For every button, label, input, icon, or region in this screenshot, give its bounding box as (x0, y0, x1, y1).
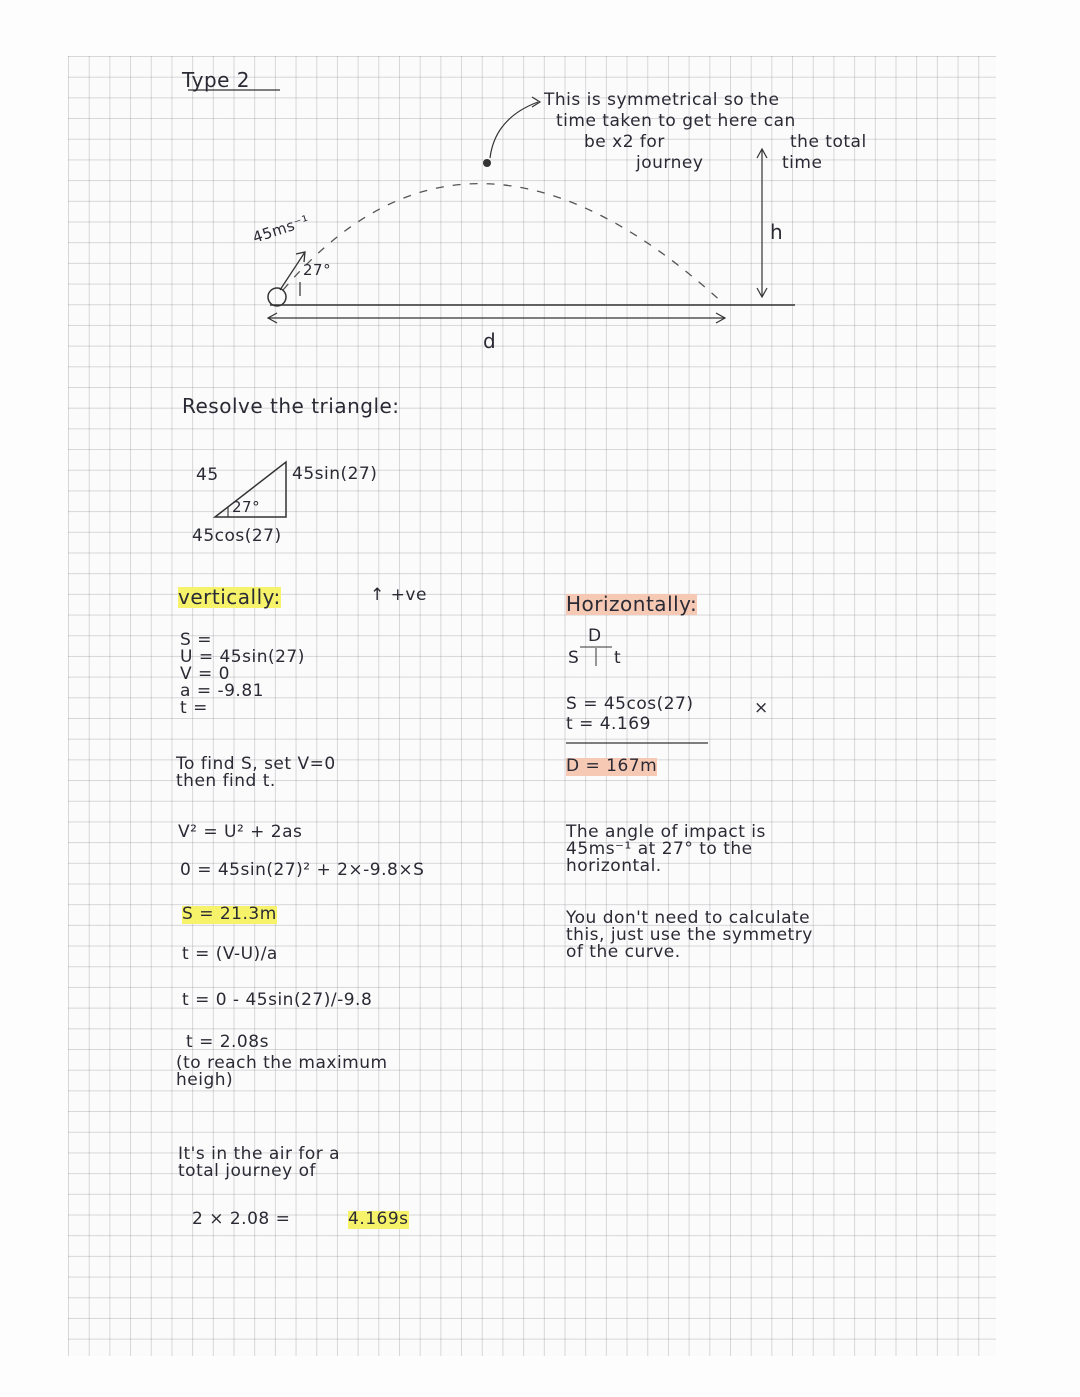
total-text-2: total journey of (178, 1161, 316, 1181)
adjacent-label: 45cos(27) (192, 526, 282, 546)
note-line-2: time taken to get here can (556, 111, 796, 131)
result-t-note-1: (to reach the maximum (176, 1053, 388, 1073)
ball-icon (268, 288, 286, 306)
horizontal-t: t = 4.169 (566, 714, 651, 734)
equation-1: V² = U² + 2as (178, 822, 303, 842)
opposite-label: 45sin(27) (292, 464, 378, 484)
note-line-1: This is symmetrical so the (544, 90, 780, 110)
speed-label: 45ms⁻¹ (250, 211, 312, 247)
page-title: Type 2 (182, 68, 251, 92)
suvat-list (180, 632, 305, 717)
horizontal-s: S = 45cos(27) (566, 694, 694, 714)
suvat-t: t = (180, 698, 208, 718)
result-t: t = 2.08s (186, 1032, 269, 1052)
velocity-arrow (280, 252, 305, 290)
note-line-6: time (782, 153, 823, 173)
total-text-1: It's in the air for a (178, 1144, 341, 1164)
impact-line-1: The angle of impact is (566, 822, 766, 842)
instruction-line-2: then find t. (176, 771, 276, 791)
positive-direction: ↑ +ve (370, 585, 427, 605)
note-line-3: be x2 for (584, 132, 665, 152)
instruction-line-1: To find S, set V=0 (176, 754, 336, 774)
horizontal-heading: Horizontally: (566, 592, 698, 616)
result-s: S = 21.3m (182, 904, 277, 924)
distance-label: d (483, 329, 497, 353)
result-t-note (176, 1055, 388, 1089)
total-calc: 2 × 2.08 = (192, 1209, 291, 1229)
equation-3: t = (V-U)/a (182, 944, 278, 964)
note-line-4: the total (790, 132, 867, 152)
triangle-angle-label: 27° (232, 498, 261, 516)
total-result: 4.169s (348, 1209, 409, 1229)
hypotenuse-label: 45 (196, 465, 219, 485)
suvat-a: a = -9.81 (180, 681, 264, 701)
trajectory-path (283, 184, 725, 305)
apex-dot (483, 159, 491, 167)
advice-line-3: of the curve. (566, 942, 681, 962)
multiply-sign: × (754, 698, 769, 718)
advice-line-2: this, just use the symmetry (566, 925, 813, 945)
impact-line-2: 45ms⁻¹ at 27° to the (566, 839, 753, 859)
equation-2: 0 = 45sin(27)² + 2×-9.8×S (180, 860, 425, 880)
impact-line-3: horizontal. (566, 856, 662, 876)
triangle-s: S (568, 648, 580, 668)
triangle-t: t (614, 648, 622, 668)
suvat-s: S = (180, 630, 212, 650)
equation-4: t = 0 - 45sin(27)/-9.8 (182, 990, 373, 1010)
result-t-note-2: heigh) (176, 1070, 234, 1090)
advice-note (566, 910, 813, 961)
note-line-5: journey (636, 153, 704, 173)
advice-line-1: You don't need to calculate (566, 908, 811, 928)
resolve-heading: Resolve the triangle: (182, 394, 400, 418)
horizontal-result: D = 167m (566, 756, 658, 776)
suvat-u: U = 45sin(27) (180, 647, 305, 667)
total-text (178, 1146, 340, 1180)
triangle-d: D (588, 626, 602, 646)
launch-angle-label: 27° (303, 261, 332, 279)
impact-note (566, 824, 766, 875)
vertical-heading: vertically: (178, 585, 281, 609)
height-label: h (770, 220, 784, 244)
instruction (176, 756, 336, 790)
suvat-v: V = 0 (180, 664, 230, 684)
